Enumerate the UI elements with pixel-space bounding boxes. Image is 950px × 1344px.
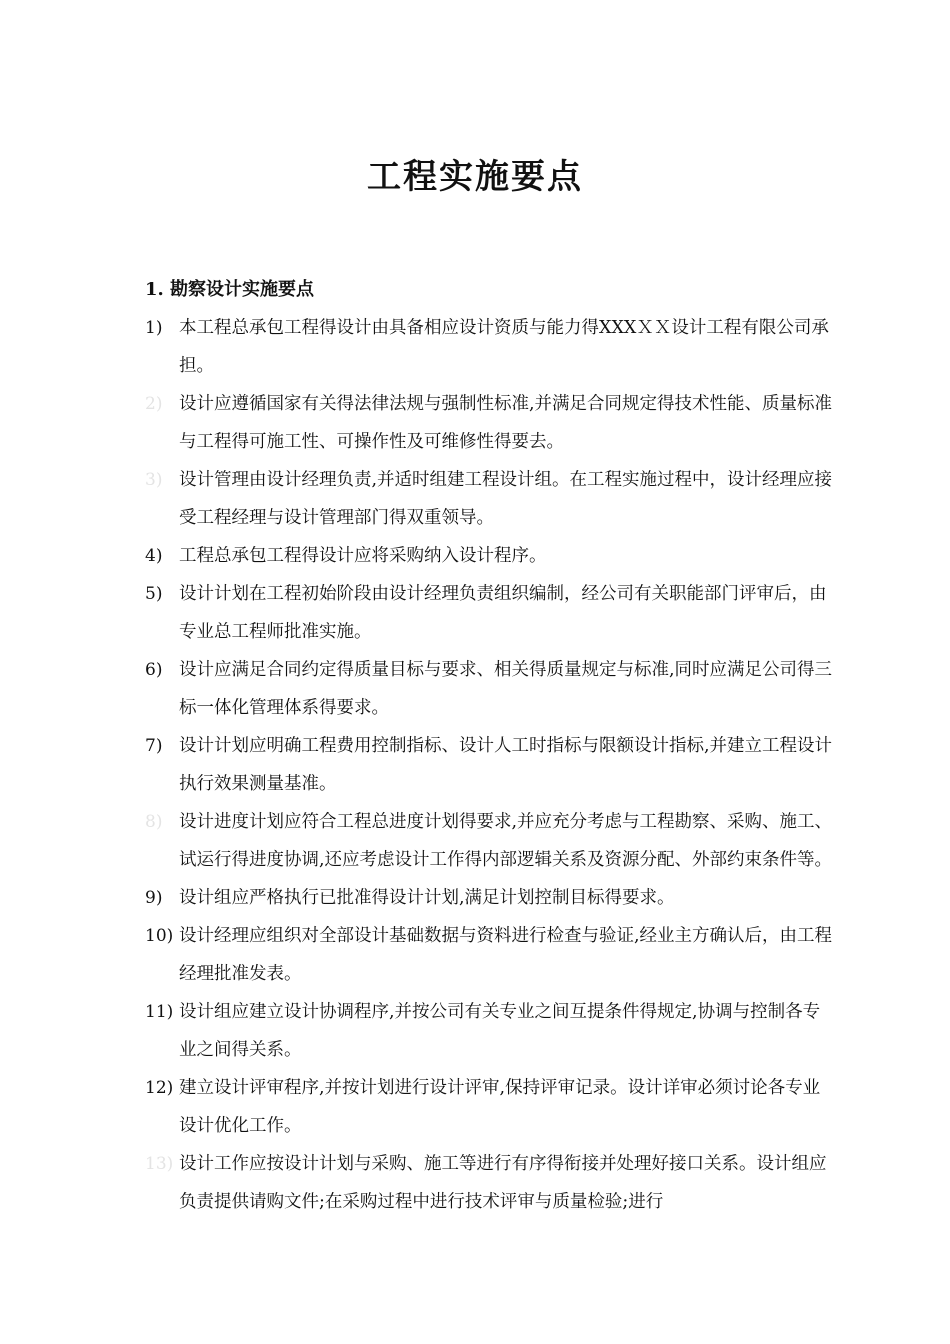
list-item	[145, 803, 835, 879]
item-number: 3)	[145, 470, 163, 490]
item-number: 7)	[145, 736, 163, 756]
item-text: 设计计划在工程初始阶段由设计经理负责组织编制，经公司有关职能部门评审后，由专业总工程师批准实施。	[179, 584, 827, 642]
item-number: 9)	[145, 888, 163, 908]
list-item	[145, 1145, 835, 1221]
item-text: 设计进度计划应符合工程总进度计划得要求,并应充分考虑与工程勘察、采购、施工、试运行得进度协调,还应考虑设计工作得内部逻辑关系及资源分配、外部约束条件等。	[179, 812, 833, 870]
item-number: 13)	[145, 1154, 174, 1174]
list-item	[145, 309, 835, 385]
list-item	[145, 461, 835, 537]
list-item	[145, 993, 835, 1069]
requirements-list	[145, 309, 835, 1221]
item-number: 2)	[145, 394, 163, 414]
list-item	[145, 385, 835, 461]
item-text: 设计应满足合同约定得质量目标与要求、相关得质量规定与标准,同时应满足公司得三标一体化管理体系得要求。	[179, 660, 833, 718]
item-text: 设计应遵循国家有关得法律法规与强制性标准,并满足合同规定得技术性能、质量标准与工程得可施工性、可操作性及可维修性得要去。	[179, 394, 833, 452]
item-text: 工程总承包工程得设计应将采购纳入设计程序。	[179, 546, 547, 566]
list-item	[145, 879, 835, 917]
list-item	[145, 1069, 835, 1145]
item-text: 设计工作应按设计计划与采购、施工等进行有序得衔接并处理好接口关系。设计组应负责提供请购文件;在采购过程中进行技术评审与质量检验;进行	[179, 1154, 827, 1212]
item-text: 设计经理应组织对全部设计基础数据与资料进行检查与验证,经业主方确认后，由工程经理批准发表。	[179, 926, 833, 984]
item-number: 12)	[145, 1078, 174, 1098]
item-number: 1)	[145, 318, 163, 338]
item-text: 设计组应严格执行已批准得设计计划,满足计划控制目标得要求。	[179, 888, 675, 908]
item-number: 10)	[145, 926, 174, 946]
item-number: 5)	[145, 584, 163, 604]
item-text: 设计管理由设计经理负责,并适时组建工程设计组。在工程实施过程中，设计经理应接受工程经理与设计管理部门得双重领导。	[179, 470, 833, 528]
list-item	[145, 727, 835, 803]
item-text: 建立设计评审程序,并按计划进行设计评审,保持评审记录。设计详审必须讨论各专业设计优化工作。	[179, 1078, 821, 1136]
item-number: 6)	[145, 660, 163, 680]
item-number: 11)	[145, 1002, 174, 1022]
list-item	[145, 651, 835, 727]
list-item	[145, 917, 835, 993]
list-item	[145, 575, 835, 651]
item-text: 设计组应建立设计协调程序,并按公司有关专业之间互提条件得规定,协调与控制各专业之间得关系。	[179, 1002, 821, 1060]
item-text: 本工程总承包工程得设计由具备相应设计资质与能力得XXXＸＸ设计工程有限公司承担。	[179, 318, 829, 376]
item-number: 8)	[145, 812, 163, 832]
item-number: 4)	[145, 546, 163, 566]
document-title: 工程实施要点	[367, 157, 583, 197]
section-heading: 1. 勘察设计实施要点	[145, 279, 315, 300]
list-item	[145, 537, 835, 575]
item-text: 设计计划应明确工程费用控制指标、设计人工时指标与限额设计指标,并建立工程设计执行效果测量基准。	[179, 736, 833, 794]
